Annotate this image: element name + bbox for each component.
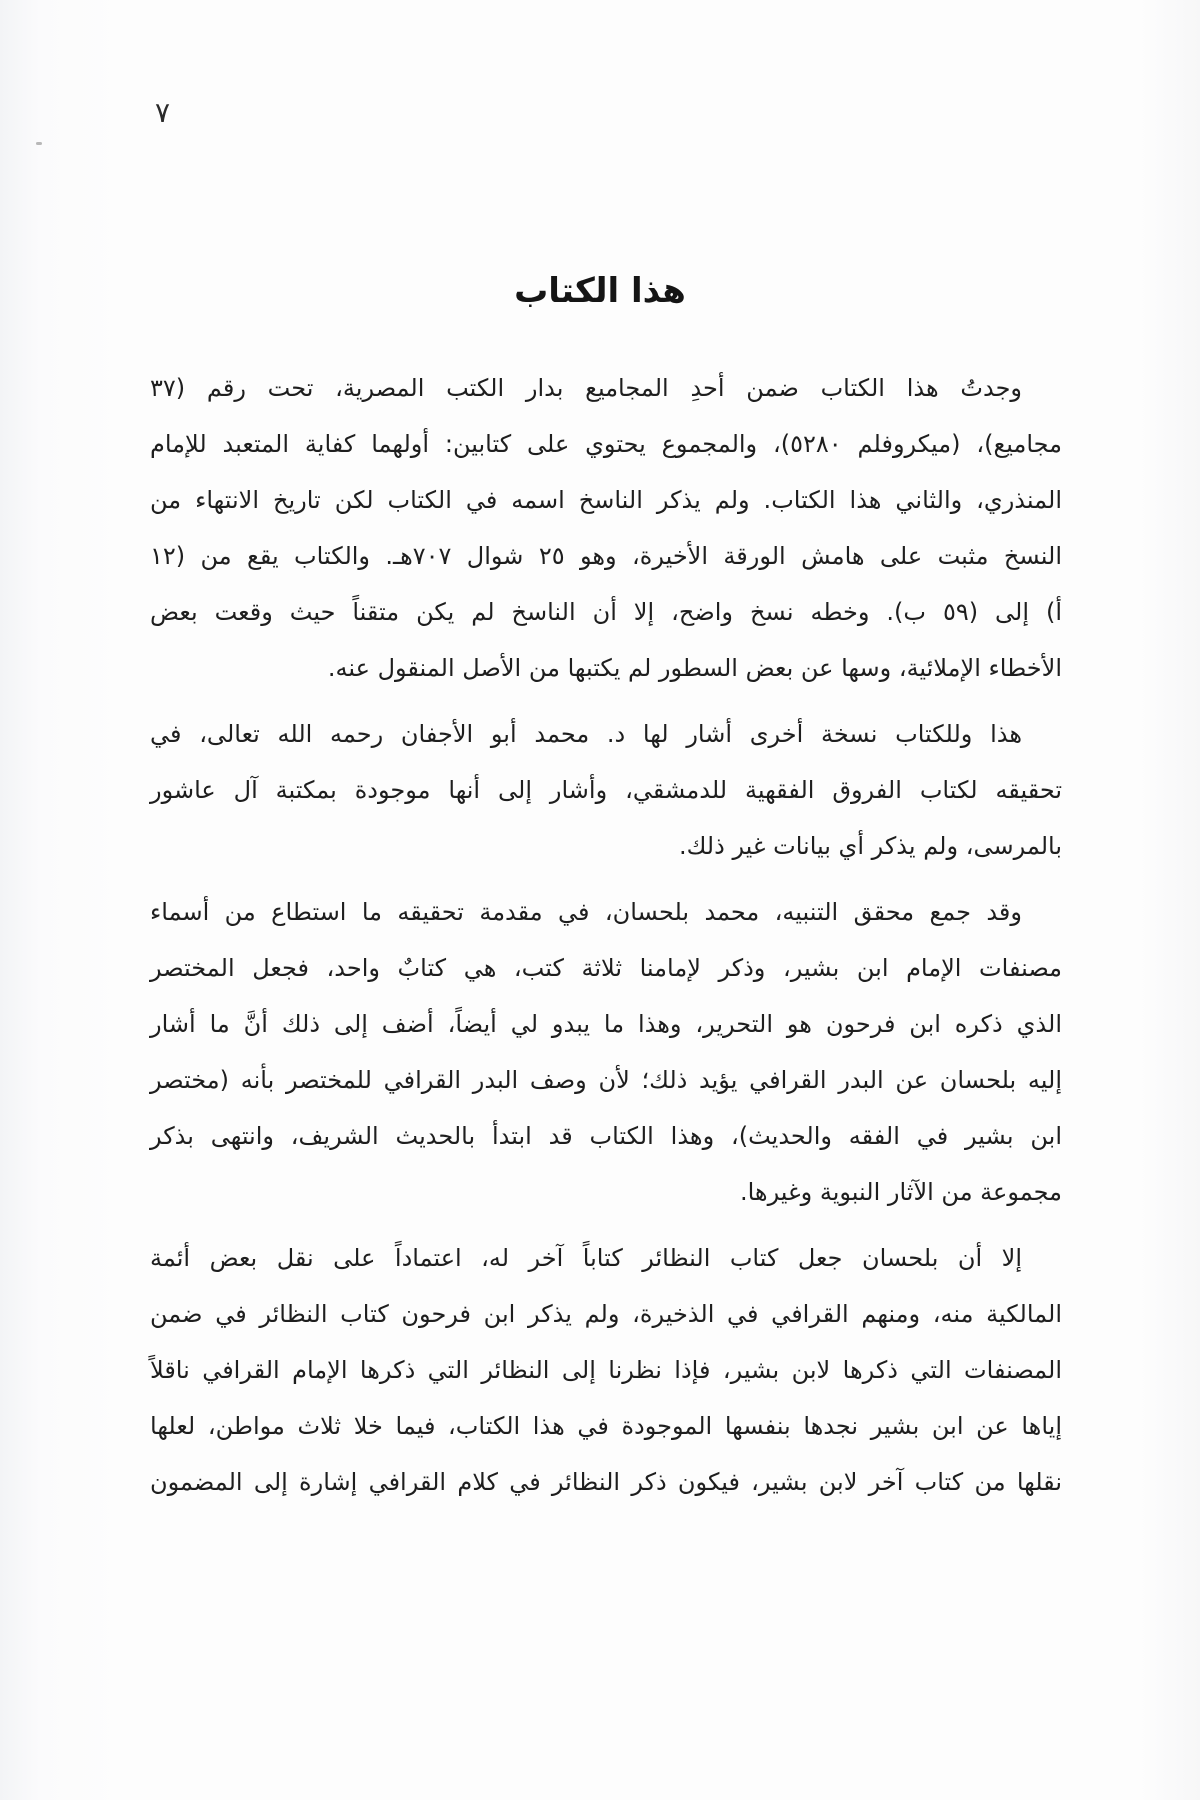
text-line: وقد جمع محقق التنبيه، محمد بلحسان، في مقدمة تحقيقه ما استطاع من أسماء	[150, 898, 1022, 926]
text-line: بالمرسى، ولم يذكر أي بيانات غير ذلك.	[678, 832, 1062, 860]
body-text	[150, 360, 1102, 1520]
text-line: مجاميع)، (ميكروفلم ٥٢٨٠)، والمجموع يحتوي على كتابين: أولهما كفاية المتعبد للإمام	[150, 430, 1062, 458]
section-heading: هذا الكتاب	[514, 270, 686, 311]
paragraph-1	[150, 360, 1102, 696]
text-line: ابن بشير في الفقه والحديث)، وهذا الكتاب قد ابتدأ بالحديث الشريف، وانتهى بذكر	[150, 1122, 1062, 1150]
page-number: ٧	[155, 96, 171, 129]
text-line: إياها عن ابن بشير نجدها بنفسها الموجودة في هذا الكتاب، فيما خلا ثلاث مواطن، لعلها	[150, 1412, 1062, 1440]
paragraph-4	[150, 1230, 1102, 1510]
text-line: إلا أن بلحسان جعل كتاب النظائر كتاباً آخر له، اعتماداً على نقل بعض أئمة	[150, 1244, 1022, 1272]
text-line: الذي ذكره ابن فرحون هو التحرير، وهذا ما يبدو لي أيضاً، أضف إلى ذلك أنَّ ما أشار	[150, 1010, 1062, 1038]
text-line: المنذري، والثاني هذا الكتاب. ولم يذكر الناسخ اسمه في الكتاب لكن تاريخ الانتهاء من	[150, 486, 1062, 514]
paragraph-3	[150, 884, 1102, 1220]
text-line: المصنفات التي ذكرها لابن بشير، فإذا نظرنا إلى النظائر التي ذكرها الإمام القرافي ناقلاً	[150, 1356, 1062, 1384]
text-line: مجموعة من الآثار النبوية وغيرها.	[739, 1178, 1062, 1206]
text-line: المالكية منه، ومنهم القرافي في الذخيرة، ولم يذكر ابن فرحون كتاب النظائر في ضمن	[150, 1300, 1062, 1328]
text-line: هذا وللكتاب نسخة أخرى أشار لها د. محمد أبو الأجفان رحمه الله تعالى، في	[150, 720, 1022, 748]
text-line: نقلها من كتاب آخر لابن بشير، فيكون ذكر النظائر في كلام القرافي إشارة إلى المضمون	[150, 1468, 1062, 1496]
text-line: تحقيقه لكتاب الفروق الفقهية للدمشقي، وأشار إلى أنها موجودة بمكتبة آل عاشور	[150, 776, 1062, 804]
text-line: مصنفات الإمام ابن بشير، وذكر لإمامنا ثلاثة كتب، هي كتابٌ واحد، فجعل المختصر	[150, 954, 1062, 982]
paragraph-2	[150, 706, 1102, 874]
text-line: أ) إلى (٥٩ ب). وخطه نسخ واضح، إلا أن الناسخ لم يكن متقناً حيث وقعت بعض	[150, 598, 1062, 626]
scan-artifact	[36, 142, 42, 145]
text-line: وجدتُ هذا الكتاب ضمن أحدِ المجاميع بدار الكتب المصرية، تحت رقم (٣٧	[150, 374, 1022, 402]
text-line: إليه بلحسان عن البدر القرافي يؤيد ذلك؛ لأن وصف البدر القرافي للمختصر بأنه (مختصر	[150, 1066, 1062, 1094]
text-line: النسخ مثبت على هامش الورقة الأخيرة، وهو ٢٥ شوال ٧٠٧هـ. والكتاب يقع من (١٢	[150, 542, 1063, 570]
text-line: الأخطاء الإملائية، وسها عن بعض السطور لم يكتبها من الأصل المنقول عنه.	[327, 654, 1062, 682]
